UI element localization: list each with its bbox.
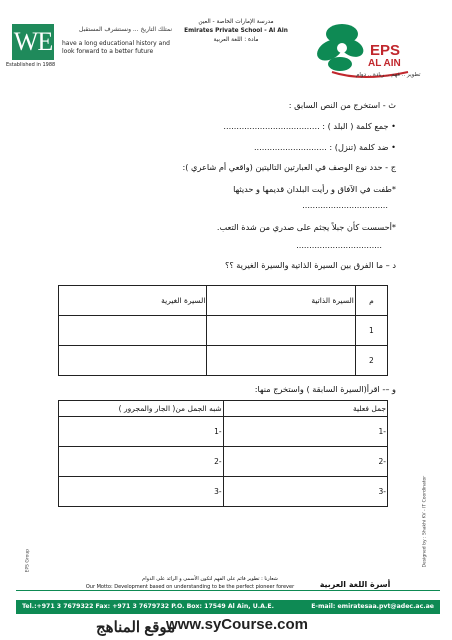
question-tha: ث - استخرج من النص السابق : <box>288 100 396 110</box>
answer-cell[interactable] <box>207 346 355 376</box>
bullet-plural: • جمع كلمة ( البلد ) : ..................................... <box>223 121 396 131</box>
row-label: -1 <box>378 427 386 436</box>
answer-cell[interactable] <box>223 477 387 507</box>
phrase-2: *أحسست كأن جبلاً يجثم على صدري من شدة التعب. <box>216 222 396 232</box>
phrase-1: *طفت في الآفاق و رأيت البلدان قديمها و حديثها <box>233 184 396 194</box>
answer-line-2: ................................. <box>296 240 382 250</box>
extraction-table <box>58 400 388 507</box>
we-tagline-ar: نمتلك التاريخ ... ونستشرف المستقبل <box>78 26 172 33</box>
footer-motto-ar: شعارنا : تطوير قائم على الفهم لتكون الأسمى و الرائد على الدوام <box>142 576 278 582</box>
row-label: -3 <box>214 487 222 496</box>
footer-divider <box>16 590 440 591</box>
sidebar-right <box>420 420 430 580</box>
table-row <box>59 417 388 447</box>
contact-info: Tel.:+971 3 7679322 Fax: +971 3 7679732 P.O. Box: 17549 Al Ain, U.A.E. <box>22 603 274 610</box>
row-number: 1 <box>355 316 387 346</box>
answer-cell[interactable] <box>207 316 355 346</box>
watermark-url[interactable]: www.syCourse.com <box>166 616 308 633</box>
row-number: 2 <box>355 346 387 376</box>
bullet-opposite: • ضد كلمة (تنزل) : ............................ <box>253 142 396 152</box>
school-name-en: Emirates Private School - Al Ain <box>184 28 288 34</box>
dept-label: أسرة اللغة العربية <box>319 580 391 589</box>
question-dal: د – ما الفرق بين السيرة الذاتية والسيرة الغيرية ؟؟ <box>224 260 396 270</box>
header-other-bio: السيرة الغيرية <box>59 286 207 316</box>
row-label: -1 <box>214 427 222 436</box>
header-auto-bio: السيرة الذاتية <box>207 286 355 316</box>
watermark-site-ar: موقع المناهج <box>96 619 176 636</box>
subject-label: مادة : اللغة العربية <box>213 37 259 43</box>
answer-cell[interactable] <box>59 417 224 447</box>
row-label: -2 <box>214 457 222 466</box>
answer-cell[interactable] <box>59 477 224 507</box>
eps-motto: تطوير .. فهم .. ريادة .. دوام <box>356 72 421 78</box>
answer-cell[interactable] <box>59 346 207 376</box>
school-header <box>176 18 296 45</box>
school-name-ar: مدرسة الإمارات الخاصة - العين <box>198 19 274 25</box>
we-established: Established in 1988 <box>6 62 56 68</box>
answer-cell[interactable] <box>223 417 387 447</box>
we-tagline-en: have a long educational history and look forward to a better future <box>62 40 170 55</box>
row-label: -2 <box>378 457 386 466</box>
we-logo: WE <box>12 24 54 60</box>
table-row <box>59 447 388 477</box>
header-index: م <box>355 286 387 316</box>
question-jim: ج - حدد نوع الوصف في العبارتين التاليتين (واقعي أم شاعري ): <box>182 162 396 172</box>
answer-line-1: ................................. <box>302 200 388 210</box>
sidebar <box>18 440 31 580</box>
header-verbal: جمل فعلية <box>223 401 387 417</box>
question-waw: و –- اقرأ(السيرة السابقة ) واستخرج منها: <box>254 384 396 394</box>
eps-city: AL AIN <box>368 58 401 69</box>
footer-motto-en: Our Motto: Development based on understanding to be the perfect pioneer forever <box>85 584 295 590</box>
header-prepositional: شبه الجمل من( الجار والمجرور ) <box>59 401 224 417</box>
answer-cell[interactable] <box>59 316 207 346</box>
designer-credit: Designed by : Shakhi KV - IT Coordinator <box>422 475 428 568</box>
table-row <box>59 346 388 376</box>
comparison-table <box>58 285 388 376</box>
table-row <box>59 477 388 507</box>
footer-contact-bar <box>16 600 440 614</box>
watermark <box>96 616 356 638</box>
eps-logo-text: EPS <box>370 42 401 59</box>
sidebar-group: EPS Group <box>25 548 31 573</box>
email[interactable]: E-mail: emiratesaa.pvt@adec.ac.ae <box>311 603 434 610</box>
row-label: -3 <box>378 487 386 496</box>
answer-cell[interactable] <box>59 447 224 477</box>
table-row <box>59 316 388 346</box>
answer-cell[interactable] <box>223 447 387 477</box>
